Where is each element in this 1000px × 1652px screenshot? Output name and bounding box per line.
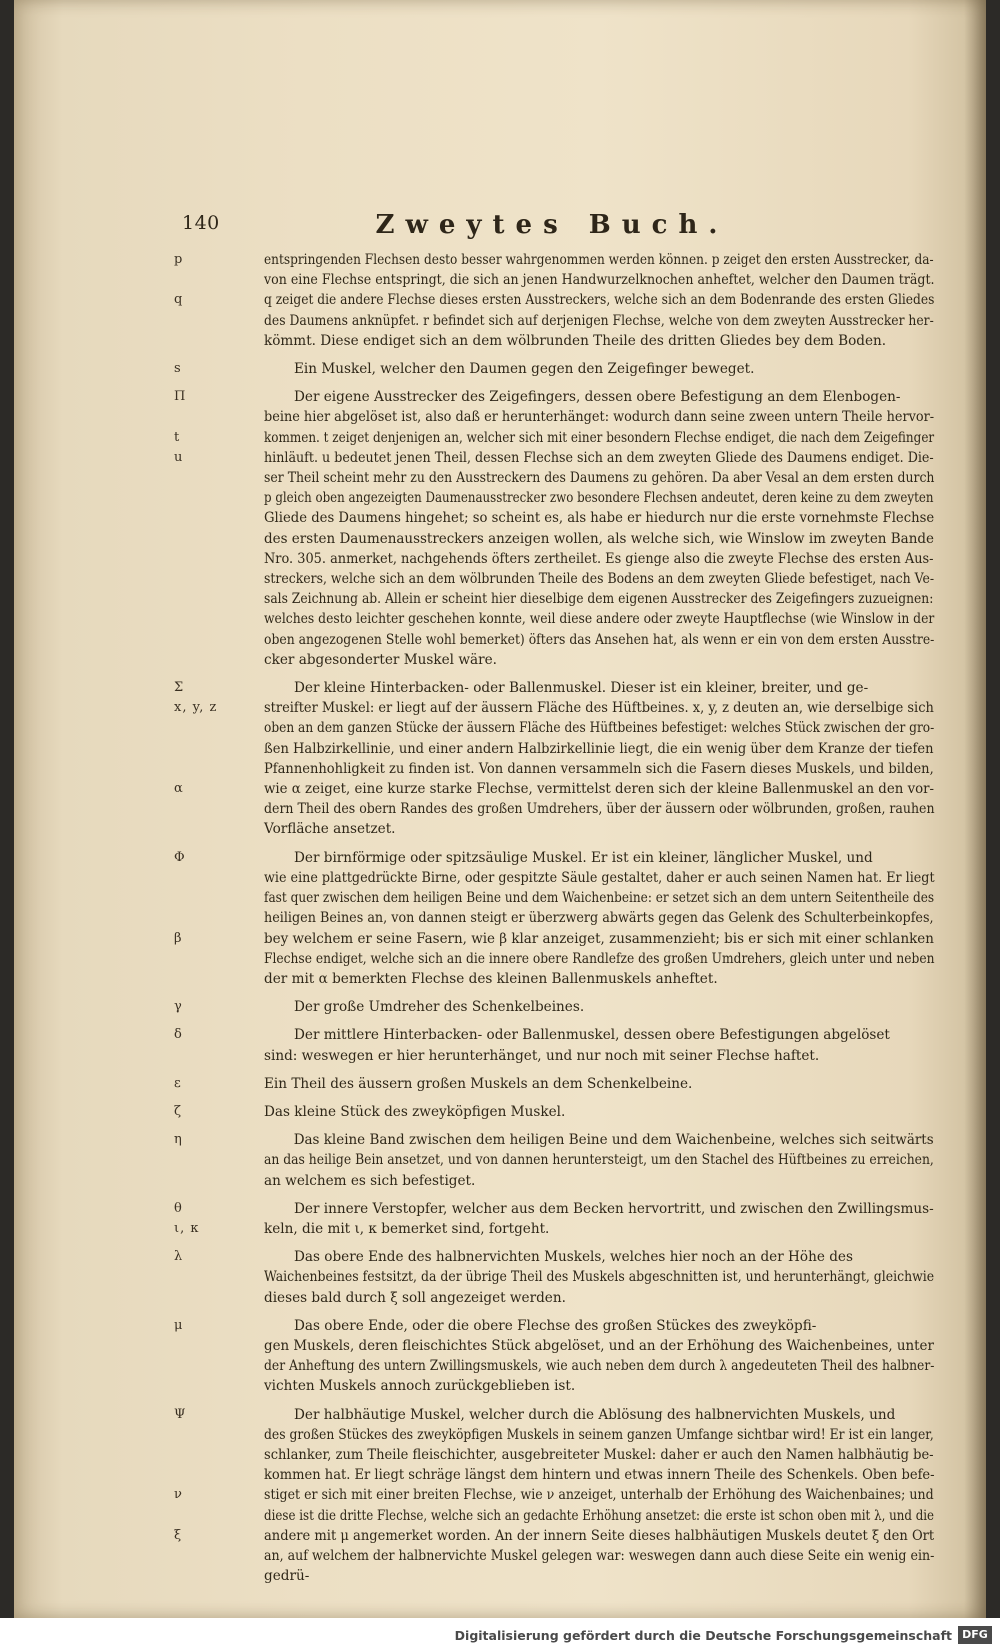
text-line: Das obere Ende, oder die obere Flechse des großen Stückes des zweyköpfi-: [294, 1317, 817, 1334]
text-line: gedrü-: [264, 1568, 310, 1585]
margin-label: θ: [174, 1200, 183, 1216]
text-line: stiget er sich mit einer breiten Flechse, wie ν anzeiget, unterhalb der Erhöhung des Waichenbaines; und: [264, 1487, 934, 1504]
margin-label: η: [174, 1132, 183, 1148]
paragraph: [174, 997, 934, 1017]
page-body: [174, 250, 934, 1594]
paragraph: [174, 1316, 934, 1397]
margin-label: u: [174, 449, 184, 465]
margin-label: δ: [174, 1027, 183, 1043]
margin-label: ξ: [174, 1527, 183, 1543]
text-line: an, auf welchem der halbnervichte Muskel gelegen war: weswegen dann auch diese Seite ein wenig ein-: [264, 1547, 935, 1564]
paragraph-gap: [174, 1066, 934, 1074]
paragraph: [174, 1405, 934, 1587]
paragraph: [174, 1130, 934, 1191]
text-line: heiligen Beines an, von dannen steigt er überzwerg abwärts gegen das Gelenk des Schulterbeinkopfes,: [264, 910, 934, 927]
margin-label: γ: [174, 999, 183, 1015]
text-line: Flechse endiget, welche sich an die innere obere Randlefze des großen Umdrehers, gleich unter und neben: [264, 950, 935, 967]
margin-label: λ: [174, 1249, 184, 1265]
text-line: q zeiget die andere Flechse dieses ersten Ausstreckers, welche sich an dem Bodenrande des ersten Gliedes: [264, 292, 935, 309]
text-line: bey welchem er seine Fasern, wie β klar anzeiget, zusammenzieht; bis er sich mit einer schlanken: [264, 930, 934, 947]
margin-label: Φ: [174, 849, 186, 865]
paragraph-gap: [174, 670, 934, 678]
paragraph-gap: [174, 1586, 934, 1594]
text-line: kömmt. Diese endiget sich an dem wölbrunden Theile des dritten Gliedes bey dem Boden.: [264, 332, 887, 349]
text-line: vichten Muskels annoch zurückgeblieben ist.: [264, 1378, 576, 1395]
margin-label: β: [174, 930, 183, 946]
margin-label: μ: [174, 1317, 184, 1333]
text-line: streifter Muskel: er liegt auf der äussern Fläche des Hüftbeines. x, y, z deuten an, wie derselbige sich: [264, 700, 934, 717]
margin-label: x, y, z: [174, 700, 218, 716]
text-line: kommen hat. Er liegt schräge längst dem hintern und etwas innern Theile des Schenkels. Oben befe-: [264, 1467, 935, 1484]
text-line: Der kleine Hinterbacken- oder Ballenmuskel. Dieser ist ein kleiner, breiter, und ge-: [294, 680, 869, 697]
paragraph: [174, 678, 934, 840]
paragraph: [174, 1074, 934, 1094]
text-line: sals Zeichnung ab. Allein er scheint hier dieselbige dem eigenen Ausstrecker des Zeigefingers zuzueignen:: [264, 591, 934, 608]
margin-label: α: [174, 781, 184, 797]
paragraph-gap: [174, 1397, 934, 1405]
paragraph: [174, 250, 934, 351]
text-line: Vorfläche ansetzet.: [264, 821, 396, 838]
text-line: Der innere Verstopfer, welcher aus dem Becken hervortritt, und zwischen den Zwillingsmus-: [294, 1200, 934, 1217]
text-line: dern Theil des obern Randes des großen Umdrehers, über der äussern oder wölbrunden, großen, rauhen: [264, 801, 935, 818]
text-line: kommen. t zeiget denjenigen an, welcher sich mit einer besondern Flechse endiget, die nach dem Zeigefinger: [264, 429, 935, 446]
margin-label: t: [174, 429, 181, 445]
margin-label: s: [174, 361, 182, 377]
text-line: andere mit μ angemerket worden. An der innern Seite dieses halbhäutigen Muskels deutet ξ den Ort: [264, 1527, 935, 1544]
text-line: sind: weswegen er hier herunterhänget, und nur noch mit seiner Flechse haftet.: [264, 1047, 820, 1064]
margin-label: p: [174, 252, 184, 267]
text-line: Ein Theil des äussern großen Muskels an dem Schenkelbeine.: [264, 1075, 693, 1092]
text-line: oben angezogenen Stelle wohl bemerket) öfters das Ansehen hat, als wenn er ein von dem ersten Ausstre-: [264, 631, 935, 648]
text-line: der mit α bemerkten Flechse des kleinen Ballenmuskels anheftet.: [264, 970, 718, 987]
text-line: Das kleine Stück des zweyköpfigen Muskel.: [264, 1103, 566, 1120]
text-line: Der große Umdreher des Schenkelbeines.: [294, 999, 585, 1016]
margin-label: ι, κ: [174, 1220, 200, 1236]
paragraph-gap: [174, 1308, 934, 1316]
page-number: 140: [182, 212, 220, 234]
paragraph: [174, 1025, 934, 1065]
text-line: schlanker, zum Theile fleischichter, ausgebreiteter Muskel: daher er auch den Namen halbhäutig be-: [264, 1446, 934, 1463]
text-line: Nro. 305. anmerket, nachgehends öfters zertheilet. Es gienge also die zweyte Flechse des ersten Aus-: [264, 550, 934, 567]
text-line: beine hier abgelöset ist, also daß er herunterhänget: wodurch dann seine zween untern Theile hervor-: [264, 409, 935, 426]
page-header: [182, 210, 922, 246]
paragraph-gap: [174, 1122, 934, 1130]
paragraph: [174, 1199, 934, 1239]
text-line: wie α zeiget, eine kurze starke Flechse, vermittelst deren sich der kleine Ballenmuskel an den vor-: [264, 781, 935, 798]
text-line: p gleich oben angezeigten Daumenausstrecker zwo besondere Flechsen andeutet, deren keine zu dem zweyten: [264, 490, 934, 507]
book-page: [14, 0, 986, 1618]
text-line: Der mittlere Hinterbacken- oder Ballenmuskel, dessen obere Befestigungen abgelöset: [294, 1027, 890, 1044]
text-line: Ein Muskel, welcher den Daumen gegen den Zeigefinger beweget.: [294, 361, 755, 378]
digitization-footer: [0, 1618, 1000, 1652]
text-line: dieses bald durch ξ soll angezeiget werden.: [264, 1289, 566, 1306]
margin-label: ζ: [174, 1103, 183, 1119]
paragraph-gap: [174, 1191, 934, 1199]
text-line: von eine Flechse entspringt, die sich an jenen Handwurzelknochen anheftet, welcher den Daumen trägt.: [264, 272, 935, 289]
text-line: Der birnförmige oder spitzsäulige Muskel. Er ist ein kleiner, länglicher Muskel, und: [294, 849, 873, 866]
paragraph: [174, 1102, 934, 1122]
text-line: Gliede des Daumens hingehet; so scheint es, als habe er hiedurch nur die erste vornehmste Flechse: [264, 510, 935, 527]
text-line: der Anheftung des untern Zwillingsmuskels, wie auch neben dem durch λ angedeuteten Theil des halbner-: [264, 1358, 935, 1375]
text-line: wie eine plattgedrückte Birne, oder gespitzte Säule gestaltet, daher er auch seinen Namen hat. Er liegt: [264, 869, 935, 886]
text-line: Der halbhäutige Muskel, welcher durch die Ablösung des halbnervichten Muskels, und: [294, 1406, 896, 1423]
running-head: Zweytes Buch.: [375, 210, 729, 240]
margin-label: ν: [174, 1487, 183, 1503]
paragraph-gap: [174, 989, 934, 997]
text-line: an das heilige Bein ansetzet, und von dannen heruntersteigt, um den Stachel des Hüftbeines zu erreichen,: [264, 1152, 934, 1169]
text-line: ßen Halbzirkellinie, und einer andern Halbzirkellinie liegt, die ein wenig über dem Kranze der tiefen: [264, 740, 934, 757]
paragraph: [174, 848, 934, 989]
funding-note: Digitalisierung gefördert durch die Deutsche Forschungsgemeinschaft: [454, 1628, 952, 1643]
margin-label: Π: [174, 389, 187, 405]
text-line: diese ist die dritte Flechse, welche sich an gedachte Erhöhung ansetzet: die erste ist schon oben mit λ, und die: [264, 1507, 935, 1524]
margin-label: q: [174, 292, 184, 308]
text-line: des großen Stückes des zweyköpfigen Muskels in seinem ganzen Umfange sichtbar wird! Er ist ein langer,: [264, 1426, 934, 1443]
paragraph-gap: [174, 351, 934, 359]
paragraph-gap: [174, 1239, 934, 1247]
text-line: oben an dem ganzen Stücke der äussern Fläche des Hüftbeines befestiget: welches Stück zwischen der gro-: [264, 720, 935, 737]
margin-label: Ψ: [174, 1406, 187, 1422]
text-line: Das obere Ende des halbnervichten Muskels, welches hier noch an der Höhe des: [294, 1249, 853, 1266]
text-line: Der eigene Ausstrecker des Zeigefingers, dessen obere Befestigung an dem Elenbogen-: [294, 389, 901, 406]
text-line: hinläuft. u bedeutet jenen Theil, dessen Flechse sich an dem zweyten Gliede des Daumens endiget. Die-: [264, 449, 934, 466]
text-line: gen Muskels, deren fleischichtes Stück abgelöset, und an der Erhöhung des Waichenbeines, unter: [264, 1337, 934, 1354]
text-line: welches desto leichter geschehen konnte, weil diese andere oder zweyte Hauptflechse (wie Winslow in der: [264, 611, 935, 628]
text-line: an welchem es sich befestiget.: [264, 1172, 476, 1189]
text-line: des ersten Daumenausstreckers anzeigen wollen, als welche sich, wie Winslow im zweyten Bande: [264, 530, 934, 547]
text-line: des Daumens anknüpfet. r befindet sich auf derjenigen Flechse, welche von dem zweyten Ausstrecker her-: [264, 312, 934, 329]
margin-label: Σ: [174, 680, 185, 696]
text-line: Pfannenhohligkeit zu finden ist. Von dannen versammeln sich die Fasern dieses Muskels, und bilden,: [264, 760, 934, 777]
paragraph: [174, 387, 934, 670]
text-line: streckers, welche sich an dem wölbrunden Theile des Bodens an dem zweyten Gliede befestiget, nach Ve-: [264, 571, 935, 588]
margin-label: ε: [174, 1075, 182, 1091]
dfg-logo: DFG: [958, 1626, 992, 1644]
text-line: keln, die mit ι, κ bemerket sind, fortgeht.: [264, 1220, 550, 1237]
text-line: entspringenden Flechsen desto besser wahrgenommen werden können. p zeiget den ersten Ausstrecker, da-: [264, 252, 934, 268]
paragraph: [174, 359, 934, 379]
text-line: cker abgesonderter Muskel wäre.: [264, 651, 497, 668]
text-line: ser Theil scheint mehr zu den Ausstreckern des Daumens zu gehören. Da aber Vesal an dem ersten durch: [264, 470, 935, 487]
paragraph-gap: [174, 1094, 934, 1102]
text-line: Das kleine Band zwischen dem heiligen Beine und dem Waichenbeine, welches sich seitwärts: [293, 1132, 934, 1149]
paragraph: [174, 1247, 934, 1308]
text-line: fast quer zwischen dem heiligen Beine und dem Waichenbeine: er setzet sich an dem untern Seitentheile des: [264, 890, 935, 907]
paragraph-gap: [174, 1017, 934, 1025]
paragraph-gap: [174, 840, 934, 848]
paragraph-gap: [174, 379, 934, 387]
text-line: Waichenbeines festsitzt, da der übrige Theil des Muskels abgeschnitten ist, und herunterhängt, gleichwie: [264, 1269, 935, 1286]
